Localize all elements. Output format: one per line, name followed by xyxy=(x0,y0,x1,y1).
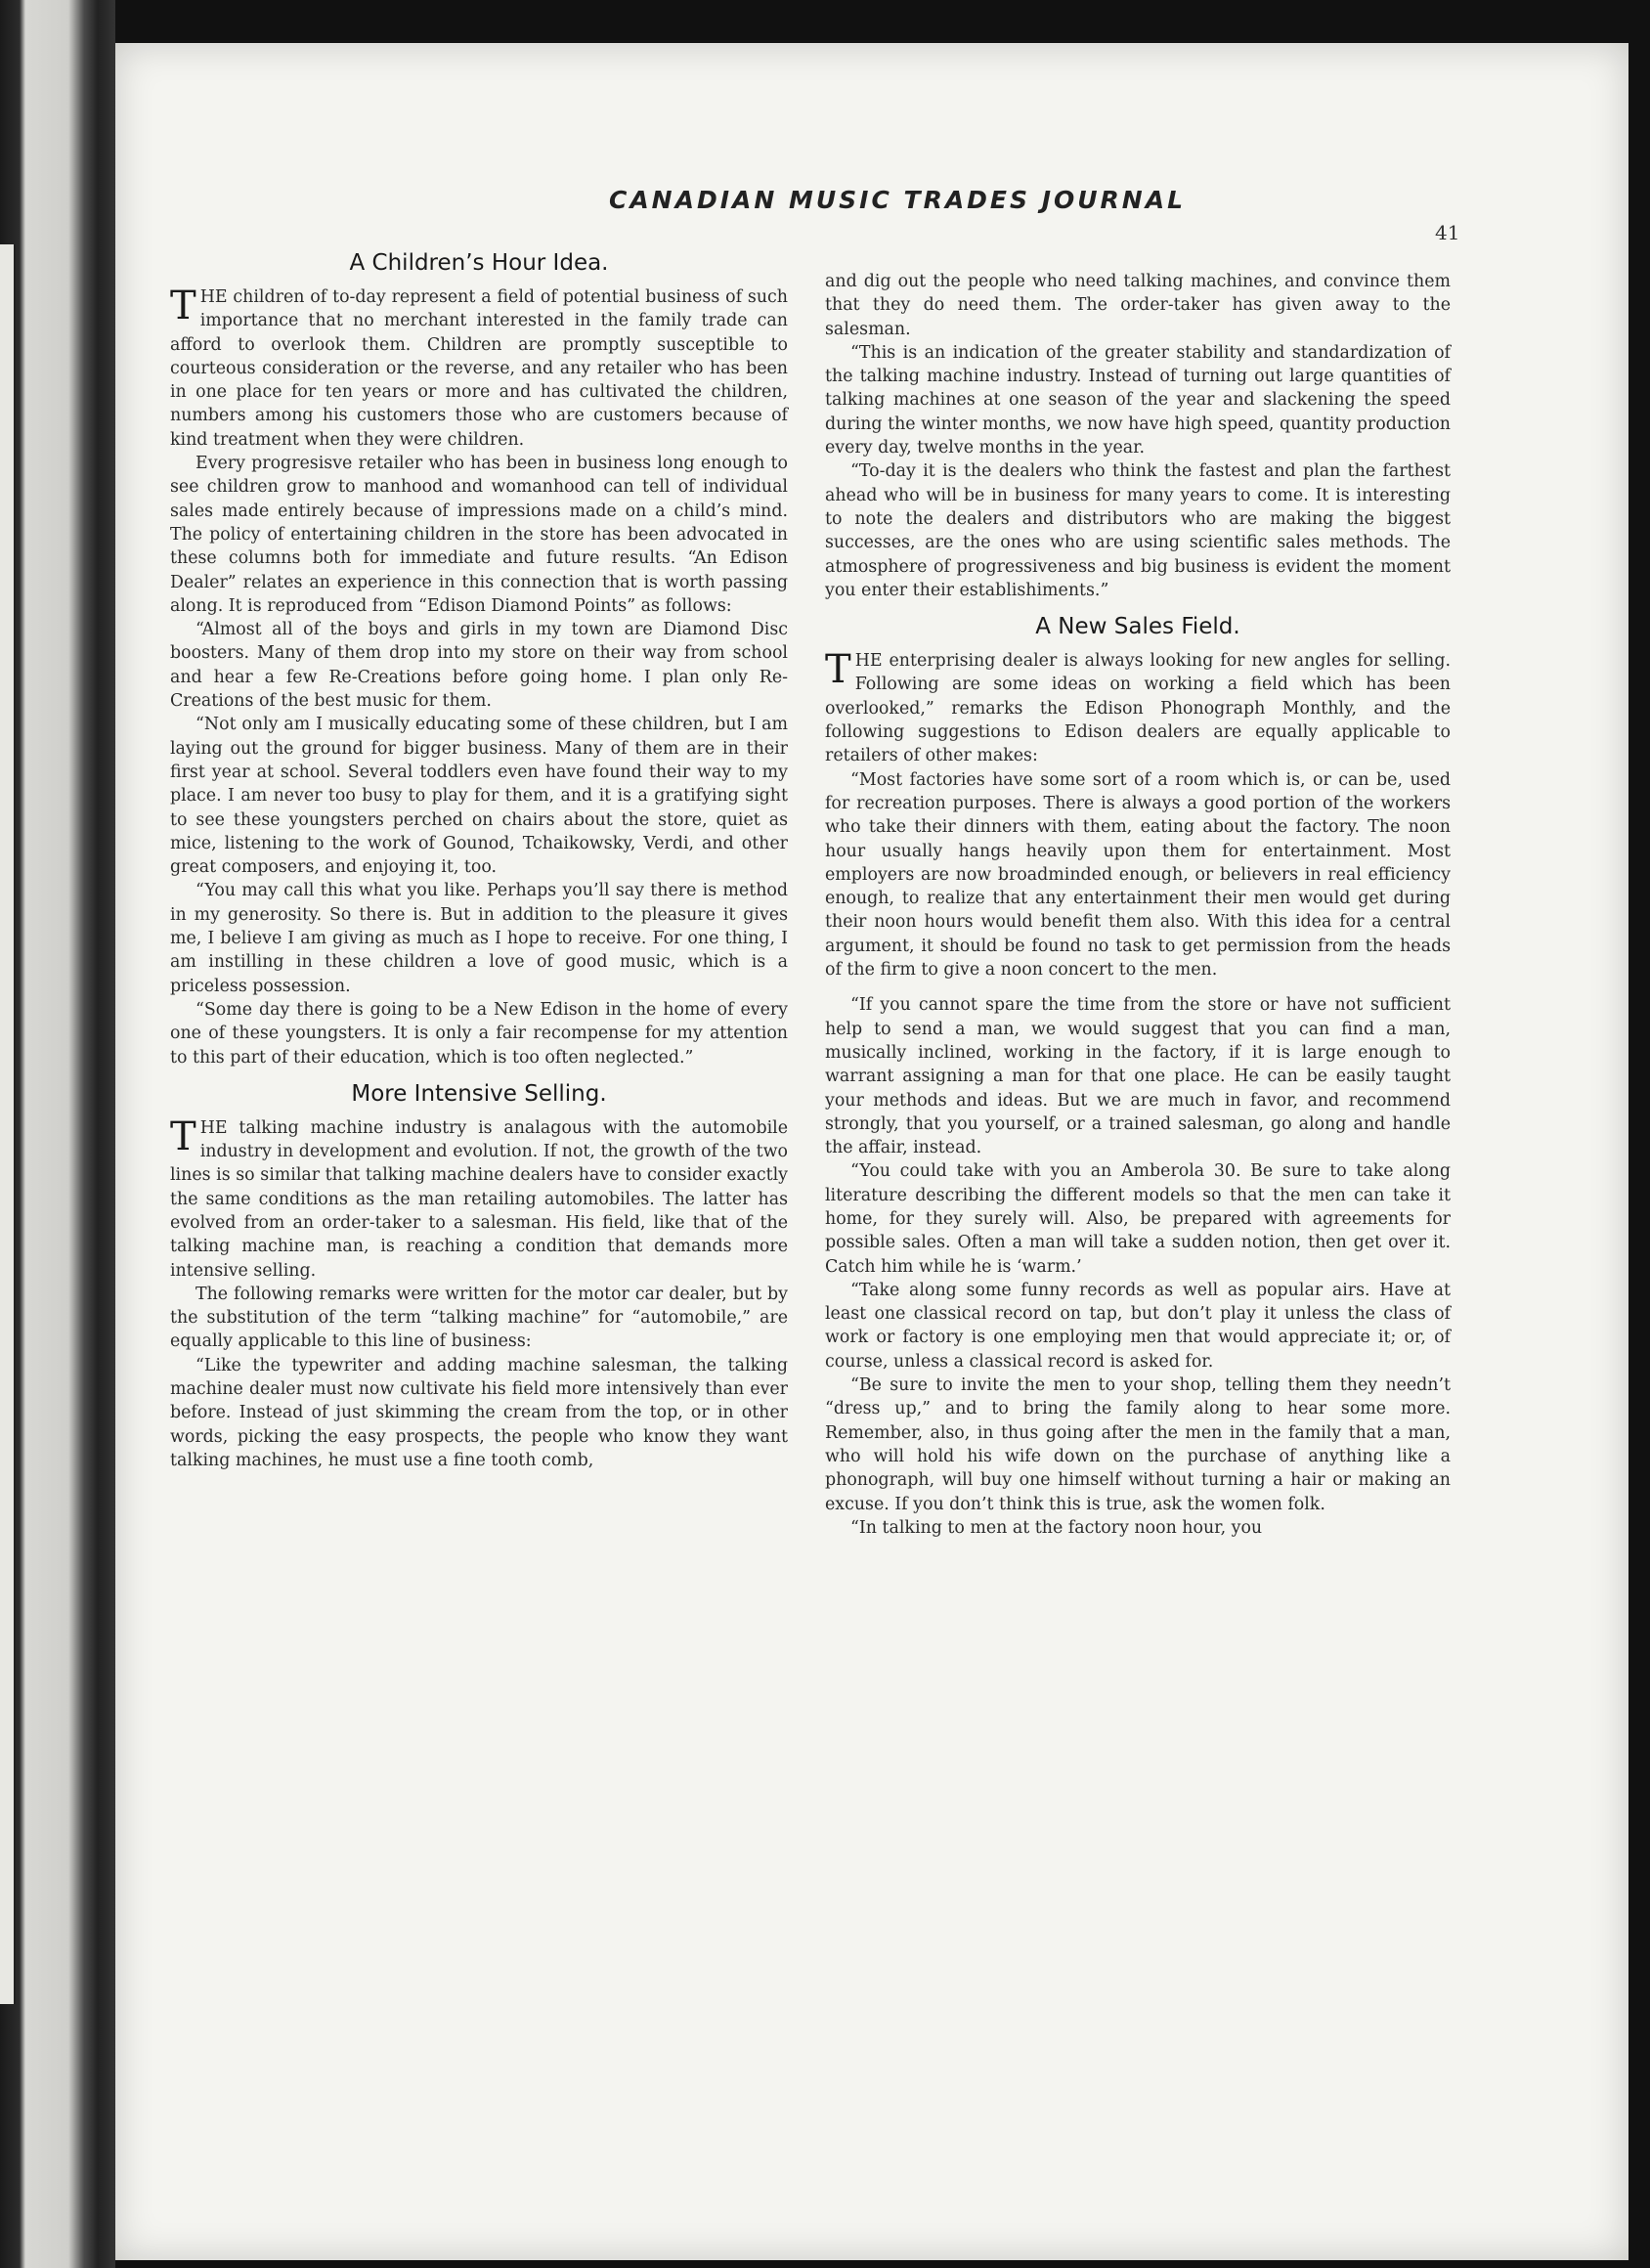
heading-new-sales-field: A New Sales Field. xyxy=(1035,614,1240,640)
paragraph-text: enterprising dealer is always looking for new angles for selling. Following are some ideas on working a field which has been overlooked,” remarks the Edison Phonograph Monthly, and the following suggestions to Edison dealers are equally applicable to retailers of other makes: xyxy=(825,651,1451,766)
article-paragraph: “In talking to men at the factory noon hour, you xyxy=(850,1517,1263,1538)
paragraph-text: children of to-day represent a field of potential business of such importance that no merchant interested in the family trade can afford to overlook them. Children are promptly susceptible to courteous consideration or the reverse, and any retailer who has been in one place for ten years or more and has cultivated the children, numbers among his customers those who are customers because of kind treatment when they were children. xyxy=(170,287,788,450)
paragraph-text: talking machine industry is analagous with the automobile industry in development and evolution. If not, the growth of the two lines is so similar that talking machine dealers have to consider exactly the same conditions as the man retailing automobiles. The latter has evolved from an order-taker to a salesman. His field, like that of the talking machine man, is reaching a condition that demands more intensive selling. xyxy=(170,1117,788,1281)
article-paragraph: “Be sure to invite the men to your shop, telling them they needn’t “dress up,” and to bring the family along to hear some more. Remember, also, in thus going after the men in the family that a man, who will hold his wife down on the purchase of anything like a phonograph, will buy one himself without turning a hair or making an excuse. If you don’t think this is true, ask the women folk. xyxy=(825,1375,1451,1514)
paragraph-gap xyxy=(825,981,1451,993)
drop-cap: T xyxy=(170,1113,196,1159)
article-paragraph: “Some day there is going to be a New Edison in the home of every one of these youngsters. It is only a fair recompense for my attention to this part of their education, which is too often neglected.” xyxy=(170,999,788,1068)
drop-cap: T xyxy=(170,284,196,328)
article-paragraph xyxy=(170,285,788,452)
article-paragraph: “Like the typewriter and adding machine salesman, the talking machine dealer must now cultivate his field more intensively than ever before. Instead of just skimming the cream from the top, or in other words, picking the easy prospects, the people who know they want talking machines, he must use a fine tooth comb, xyxy=(170,1355,788,1470)
article-paragraph: “If you cannot spare the time from the store or have not sufficient help to send a man, we would suggest that you can find a man, musically inclined, working in the factory, if it is large enough to warrant assigning a man for that one place. He can be easily taught your methods and ideas. But we are much in favor, and recommend strongly, that you yourself, or a trained salesman, go along and handle the affair, instead. xyxy=(825,995,1451,1158)
heading-childrens-hour: A Children’s Hour Idea. xyxy=(349,250,609,276)
article-paragraph: “Almost all of the boys and girls in my town are Diamond Disc boosters. Many of them drop into my store on their way from school and hear a few Re-Creations before going home. I plan only Re-Creations of the best music for them. xyxy=(170,620,788,712)
article-paragraph: “Not only am I musically educating some of these children, but I am laying out the ground for bigger business. Many of them are in their first year at school. Several toddlers even have found their way to my place. I am never too busy to play for them, and it is a gratifying sight to see these youngsters perched on chairs about the store, quiet as mice, listening to the work of Gounod, Tchaikowsky, Verdi, and other great composers, and enjoying it, too. xyxy=(170,715,788,878)
opening-word-caps: HE xyxy=(854,651,883,672)
page-number: 41 xyxy=(1435,221,1460,244)
article-paragraph: “This is an indication of the greater stability and standardization of the talking machine industry. Instead of turning out large quantities of talking machines at one season of the year and slackening the speed during the winter months, we now have high speed, quantity production every day, twelve months in the year. xyxy=(825,342,1451,458)
article-paragraph: Every progresisve retailer who has been in business long enough to see children grow to manhood and womanhood can tell of individual sales made entirely because of impressions made on a child’s mind. The policy of entertaining children in the store has been advocated in these columns both for immediate and future results. “An Edison Dealer” relates an experience in this connection that is worth passing along. It is reproduced from “Edison Diamond Points” as follows: xyxy=(170,454,788,616)
running-title: CANADIAN MUSIC TRADES JOURNAL xyxy=(608,186,1187,214)
facing-page-edge xyxy=(0,244,16,2004)
article-paragraph: “To-day it is the dealers who think the fastest and plan the farthest ahead who will be in business for many years to come. It is interesting to note the dealers and distributors who are making the biggest successes, are the ones who are using scientific sales methods. The atmosphere of progressiveness and big business is evident the moment you enter their establishiments.” xyxy=(825,461,1451,600)
article-paragraph: “You may call this what you like. Perhaps you’ll say there is method in my generosity. So there is. But in addition to the pleasure it gives me, I believe I am giving as much as I hope to receive. For one thing, I am instilling in these children a love of good music, which is a priceless possession. xyxy=(170,881,788,996)
opening-word-caps: HE xyxy=(199,287,228,307)
right-column xyxy=(825,270,1451,1540)
article-paragraph: “Take along some funny records as well as popular airs. Have at least one classical record on tap, but don’t play it unless the class of work or factory is one employing men that would appreciate it; or, of course, unless a classical record is asked for. xyxy=(825,1280,1451,1372)
article-paragraph: The following remarks were written for the motor car dealer, but by the substitution of the term “talking machine” for “automobile,” are equally applicable to this line of business: xyxy=(170,1284,788,1352)
scan-left-margin xyxy=(0,0,115,2268)
left-column xyxy=(170,248,788,1472)
drop-cap: T xyxy=(825,647,851,693)
article-paragraph xyxy=(170,1113,788,1283)
opening-word-caps: HE xyxy=(199,1117,228,1138)
article-paragraph xyxy=(825,649,1451,767)
article-paragraph: “You could take with you an Amberola 30. Be sure to take along literature describing the different models so that the men can take it home, for they surely will. Also, be prepared with agreements for possible sales. Often a man will take a sudden notion, then get over it. Catch him while he is ‘warm.’ xyxy=(825,1161,1451,1277)
article-paragraph: “Most factories have some sort of a room which is, or can be, used for recreation purposes. There is always a good portion of the workers who take their dinners with them, eating about the factory. The noon hour usually hangs heavily upon them for entertainment. Most employers are now broadminded enough, or believers in real efficiency enough, to realize that any entertainment their men would get during their noon hours would benefit them also. With this idea for a central argument, it should be found no task to get permission from the heads of the firm to give a noon concert to the men. xyxy=(825,769,1451,981)
journal-page xyxy=(115,43,1628,2260)
heading-intensive-selling: More Intensive Selling. xyxy=(351,1080,607,1107)
article-paragraph: and dig out the people who need talking machines, and convince them that they do need them. The order-taker has given away to the salesman. xyxy=(825,272,1451,339)
